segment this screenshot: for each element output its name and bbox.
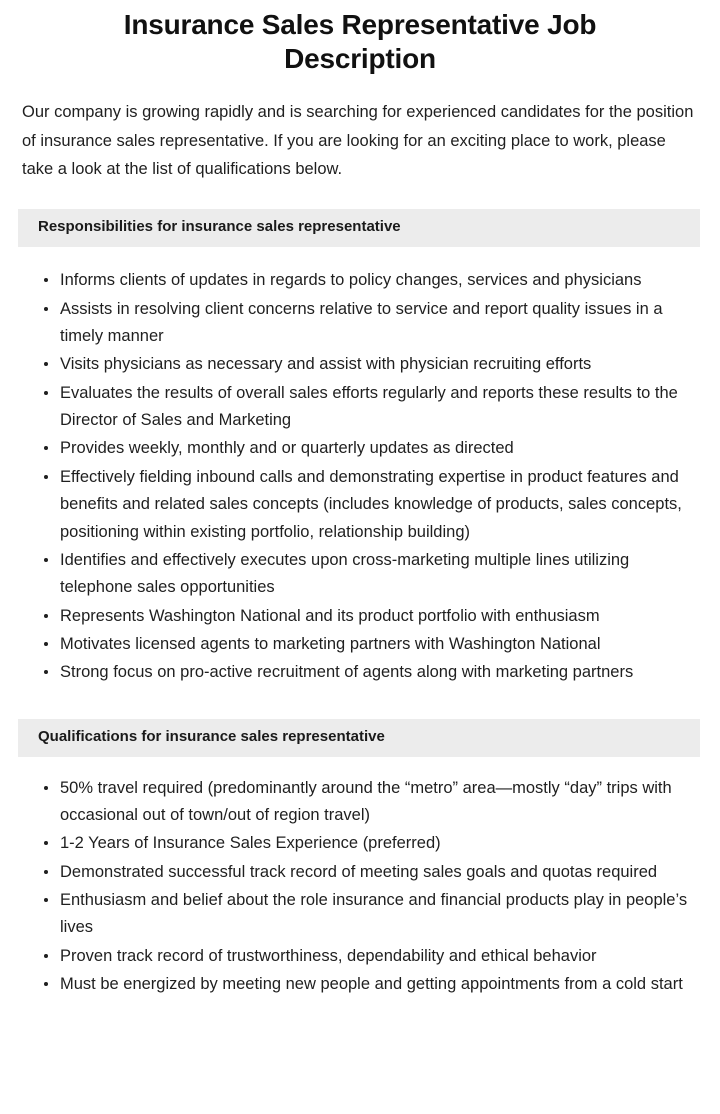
list-item: Must be energized by meeting new people and getting appointments from a cold start — [44, 971, 698, 998]
list-item: Enthusiasm and belief about the role insurance and financial products play in people’s lives — [44, 887, 698, 942]
list-item: Visits physicians as necessary and assist with physician recruiting efforts — [44, 351, 698, 378]
section-qualifications — [0, 719, 720, 999]
list-item: Assists in resolving client concerns relative to service and report quality issues in a timely manner — [44, 296, 698, 351]
section-responsibilities — [0, 209, 720, 686]
section-heading-responsibilities: Responsibilities for insurance sales representative — [18, 209, 700, 247]
responsibilities-list — [0, 247, 720, 687]
list-item: Identifies and effectively executes upon cross-marketing multiple lines utilizing telephone sales opportunities — [44, 547, 698, 602]
list-item: Provides weekly, monthly and or quarterly updates as directed — [44, 435, 698, 462]
list-item: 1-2 Years of Insurance Sales Experience (preferred) — [44, 830, 698, 857]
list-item: Strong focus on pro-active recruitment of agents along with marketing partners — [44, 659, 698, 686]
page-title: Insurance Sales Representative Job Description — [123, 9, 597, 75]
qualifications-list — [0, 757, 720, 999]
list-item: Represents Washington National and its product portfolio with enthusiasm — [44, 603, 698, 630]
list-item: Demonstrated successful track record of meeting sales goals and quotas required — [44, 859, 698, 886]
intro-paragraph: Our company is growing rapidly and is searching for experienced candidates for the position of insurance sales representative. If you are looking for an exciting place to work, please take a look at the list of qualifications below. — [22, 103, 694, 179]
list-item: Motivates licensed agents to marketing partners with Washington National — [44, 631, 698, 658]
list-item: Evaluates the results of overall sales efforts regularly and reports these results to the Director of Sales and Marketing — [44, 380, 698, 435]
list-item: 50% travel required (predominantly around the “metro” area—mostly “day” trips with occasional out of town/out of region travel) — [44, 775, 698, 830]
list-item: Informs clients of updates in regards to policy changes, services and physicians — [44, 267, 698, 294]
list-item: Proven track record of trustworthiness, dependability and ethical behavior — [44, 943, 698, 970]
list-item: Effectively fielding inbound calls and demonstrating expertise in product features and benefits and related sales concepts (includes knowledge of products, sales concepts, positioning within existing portfolio, relationship building) — [44, 464, 698, 546]
section-heading-qualifications: Qualifications for insurance sales representative — [18, 719, 700, 757]
